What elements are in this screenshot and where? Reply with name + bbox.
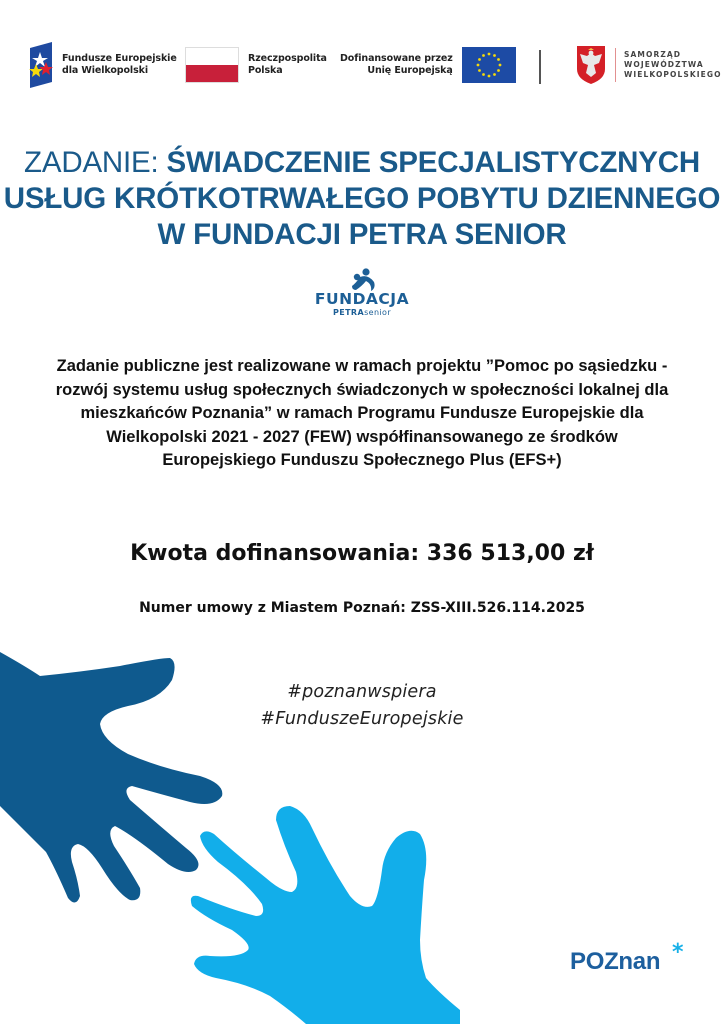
few-line2: dla Wielkopolski <box>62 65 149 76</box>
poznan-logo <box>570 940 684 976</box>
eu-flag-icon <box>462 47 516 83</box>
title-lead: ZADANIE: <box>24 146 167 179</box>
petra-text: PETRA <box>332 308 365 317</box>
page-title <box>0 145 724 253</box>
rp-line1: Rzeczpospolita <box>248 53 327 64</box>
logo-vertical-line <box>615 48 616 82</box>
light-hand-icon <box>191 806 460 1024</box>
eu-cofinanced-logo <box>340 47 516 83</box>
asterisk-icon: * <box>672 940 684 965</box>
fundacja-sub <box>300 308 424 317</box>
header-logos <box>0 40 724 96</box>
people-embrace-icon <box>346 268 380 292</box>
hashtag-poznanwspiera: #poznanwspiera <box>287 682 437 702</box>
dark-hand-icon <box>0 652 222 903</box>
desc-line: mieszkańców Poznania” w ramach Programu Fundusze Europejskie dla <box>80 404 644 422</box>
desc-line: Europejskiego Funduszu Społecznego Plus (EFS+) <box>162 451 562 469</box>
senior-text: senior <box>364 308 392 317</box>
poznan-wordmark: POZnan <box>570 948 661 975</box>
hashtags <box>230 679 494 733</box>
polish-flag-icon <box>185 47 239 83</box>
rzeczpospolita-logo <box>185 47 327 83</box>
wlkp-line2: WOJEWÓDZTWA <box>624 60 704 69</box>
contract-number: Numer umowy z Miastem Poznań: ZSS-XIII.526.114.2025 <box>139 600 585 616</box>
project-description <box>20 355 704 473</box>
wlkp-line3: WIELKOPOLSKIEGO <box>624 70 722 79</box>
logo-divider <box>539 50 541 84</box>
eagle-coat-of-arms-icon <box>576 45 606 85</box>
few-line1: Fundusze Europejskie <box>62 53 177 64</box>
funding-amount: Kwota dofinansowania: 336 513,00 zł <box>130 541 594 566</box>
eu-line2: Unię Europejską <box>367 65 453 76</box>
eu-line1: Dofinansowane przez <box>340 53 453 64</box>
title-line-3: W FUNDACJI PETRA SENIOR <box>157 218 567 251</box>
fe-star-logo-icon <box>28 42 54 88</box>
title-line-2: USŁUG KRÓTKOTRWAŁEGO POBYTU DZIENNEGO <box>3 182 721 215</box>
title-bold: ŚWIADCZENIE SPECJALISTYCZNYCH <box>166 146 700 179</box>
title-line-1 <box>0 145 724 181</box>
desc-line: rozwój systemu usług społecznych świadczonych w społeczności lokalnej dla <box>55 380 669 399</box>
desc-line: Zadanie publiczne jest realizowane w ramach projektu ”Pomoc po sąsiedzku - <box>56 357 668 375</box>
fundusze-europejskie-logo <box>28 42 177 88</box>
hashtag-funduszeeuropejskie: #FunduszeEuropejskie <box>260 709 464 729</box>
fundacja-petra-senior-logo <box>300 268 424 324</box>
rp-line2: Polska <box>248 65 283 76</box>
samorzad-wielkopolski-logo <box>576 45 722 85</box>
desc-line: Wielkopolski 2021 - 2027 (FEW) współfinansowanego ze środków <box>106 427 618 446</box>
fundacja-name: FUNDACJA <box>314 290 410 308</box>
wlkp-line1: SAMORZĄD <box>624 50 682 59</box>
